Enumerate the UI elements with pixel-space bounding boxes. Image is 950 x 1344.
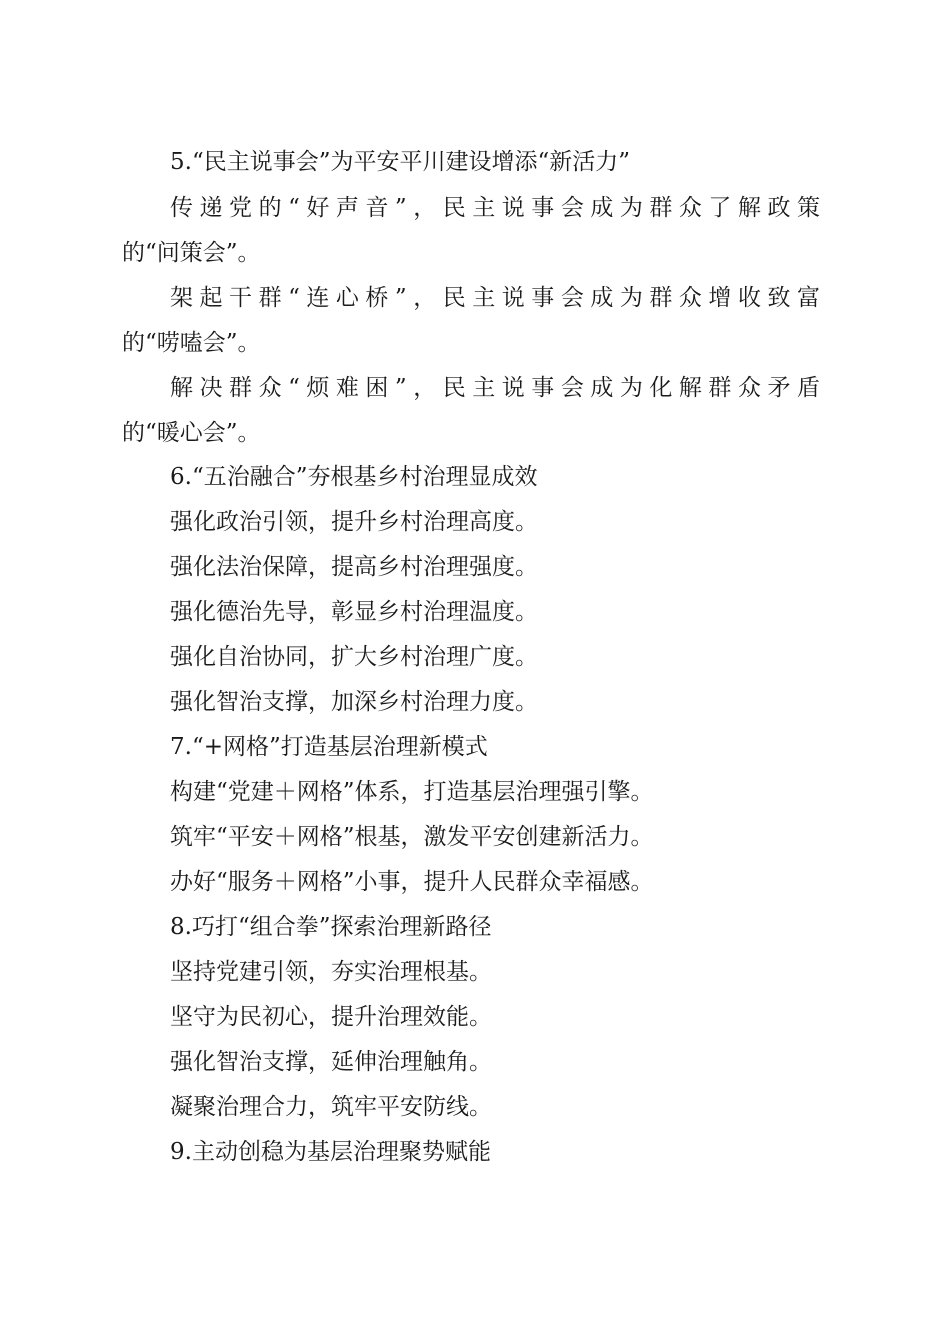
paragraph-line: 凝聚治理合力，筑牢平安防线。 xyxy=(170,1094,492,1120)
heading-9: 9.主动创稳为基层治理聚势赋能 xyxy=(170,1139,491,1165)
paragraph-line: 构建“党建＋网格”体系，打造基层治理强引擎。 xyxy=(170,779,654,805)
paragraph-line: 强化智治支撑，加深乡村治理力度。 xyxy=(170,689,538,715)
heading-7: 7.“+网格”打造基层治理新模式 xyxy=(170,734,488,760)
paragraph-line: 筑牢“平安＋网格”根基，激发平安创建新活力。 xyxy=(170,824,654,850)
paragraph-line: 的“问策会”。 xyxy=(122,240,261,266)
heading-6: 6.“五治融合”夯根基乡村治理显成效 xyxy=(170,464,538,490)
paragraph-line: 的“暖心会”。 xyxy=(122,420,261,446)
paragraph-line: 坚持党建引领，夯实治理根基。 xyxy=(170,959,492,985)
paragraph-line: 办好“服务＋网格”小事，提升人民群众幸福感。 xyxy=(170,869,654,895)
paragraph-line: 解决群众“烦难困”，民主说事会成为化解群众矛盾 xyxy=(170,375,822,401)
paragraph-line: 坚守为民初心，提升治理效能。 xyxy=(170,1004,492,1030)
paragraph-line: 强化智治支撑，延伸治理触角。 xyxy=(170,1049,492,1075)
paragraph-line: 强化德治先导，彰显乡村治理温度。 xyxy=(170,599,538,625)
heading-8: 8.巧打“组合拳”探索治理新路径 xyxy=(170,914,492,940)
paragraph-line: 强化自治协同，扩大乡村治理广度。 xyxy=(170,644,538,670)
heading-5: 5.“民主说事会”为平安平川建设增添“新活力” xyxy=(170,149,630,175)
paragraph-line: 传递党的“好声音”，民主说事会成为群众了解政策 xyxy=(170,195,822,221)
paragraph-line: 的“唠嗑会”。 xyxy=(122,330,261,356)
paragraph-line: 架起干群“连心桥”，民主说事会成为群众增收致富 xyxy=(170,285,822,311)
paragraph-line: 强化法治保障，提高乡村治理强度。 xyxy=(170,554,538,580)
paragraph-line: 强化政治引领，提升乡村治理高度。 xyxy=(170,509,538,535)
